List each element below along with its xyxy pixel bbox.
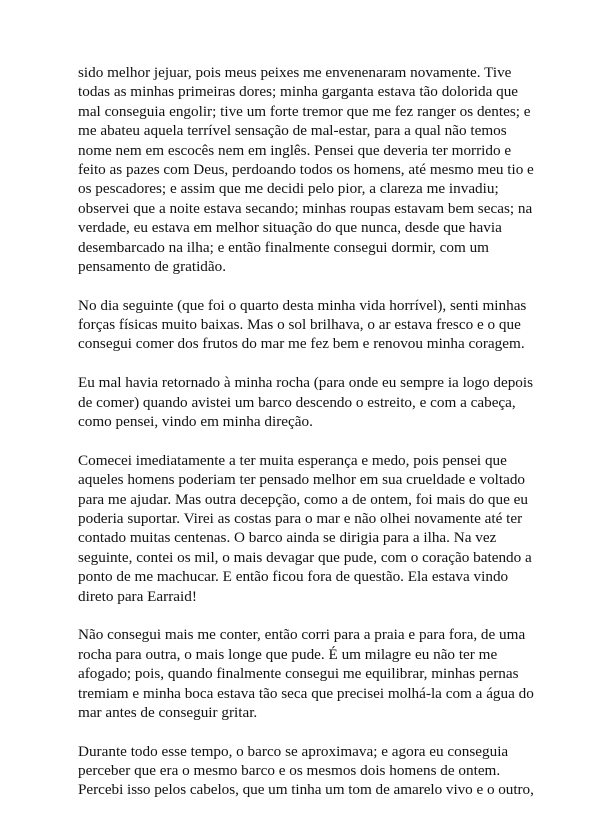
text-line: Comecei imediatamente a ter muita esperança e medo, pois pensei que (78, 451, 507, 469)
text-line: observei que a noite estava secando; minhas roupas estavam bem secas; na (78, 199, 533, 217)
paragraph-1 (78, 63, 534, 276)
text-line: Não consegui mais me conter, então corri para a praia e para fora, de uma (78, 626, 526, 644)
text-line: seguinte, contei os mil, o mais devagar que pude, com o coração batendo a (78, 548, 532, 566)
text-line: verdade, eu estava em melhor situação do que nunca, desde que havia (78, 219, 502, 237)
text-line: me abateu aquela terrível sensação de mal-estar, para a qual não temos (78, 122, 507, 140)
text-line: pensamento de gratidão. (78, 257, 227, 275)
text-line: consegui comer dos frutos do mar me fez bem e renovou minha coragem. (78, 335, 525, 353)
text-line: aqueles homens poderiam ter pensado melhor em sua crueldade e voltado (78, 471, 526, 489)
paragraph-5 (78, 625, 534, 722)
text-line: sido melhor jejuar, pois meus peixes me envenenaram novamente. Tive (78, 64, 512, 81)
text-line: para me ajudar. Mas outra decepção, como a de ontem, foi mais do que eu (78, 490, 528, 508)
text-line: desembarcado na ilha; e então finalmente consegui dormir, com um (78, 238, 489, 256)
text-line: perceber que era o mesmo barco e os mesmos dois homens de ontem. (78, 762, 501, 780)
text-line: forças físicas muito baixas. Mas o sol brilhava, o ar estava fresco e o que (78, 316, 521, 334)
text-line: os pescadores; e assim que me decidi pelo pior, a clareza me invadiu; (78, 180, 499, 198)
text-line: contado muitas centenas. O barco ainda se dirigia para a ilha. Na vez (78, 529, 497, 547)
text-line: como pensei, vindo em minha direção. (78, 413, 313, 431)
text-line: feito as pazes com Deus, perdoando todos os homens, até mesmo meu tio e (78, 160, 534, 178)
paragraph-4 (78, 451, 534, 606)
text-line: afogado; pois, quando finalmente consegui me equilibrar, minhas pernas (78, 665, 519, 683)
text-line: mar antes de conseguir gritar. (78, 703, 258, 721)
text-line: Eu mal havia retornado à minha rocha (para onde eu sempre ia logo depois (78, 374, 534, 392)
paragraph-6 (78, 742, 534, 800)
text-line: Durante todo esse tempo, o barco se aproximava; e agora eu conseguia (78, 742, 509, 760)
text-line: Percebi isso pelos cabelos, que um tinha um tom de amarelo vivo e o outro, (78, 781, 534, 799)
text-line: de comer) quando avistei um barco descendo o estreito, e com a cabeça, (78, 393, 516, 411)
paragraph-2 (78, 296, 534, 354)
text-line: ponto de me machucar. E então ficou fora de questão. Ela estava vindo (78, 568, 509, 586)
text-line: todas as minhas primeiras dores; minha garganta estava tão dolorida que (78, 83, 519, 101)
text-line: rocha para outra, o mais longe que pude. É um milagre eu não ter me (78, 645, 498, 663)
text-line: No dia seguinte (que foi o quarto desta minha vida horrível), senti minhas (78, 296, 527, 314)
text-line: poderia suportar. Virei as costas para o mar e não olhei novamente até ter (78, 509, 523, 527)
text-line: direto para Earraid! (78, 587, 197, 605)
text-column (78, 63, 534, 819)
text-line: nome nem em escocês nem em inglês. Pensei que deveria ter morrido e (78, 141, 512, 159)
text-line: mal conseguia engolir; tive um forte tremor que me fez ranger os dentes; e (78, 102, 531, 120)
paragraph-3 (78, 373, 534, 431)
text-line: tremiam e minha boca estava tão seca que precisei molhá-la com a água do (78, 684, 534, 702)
